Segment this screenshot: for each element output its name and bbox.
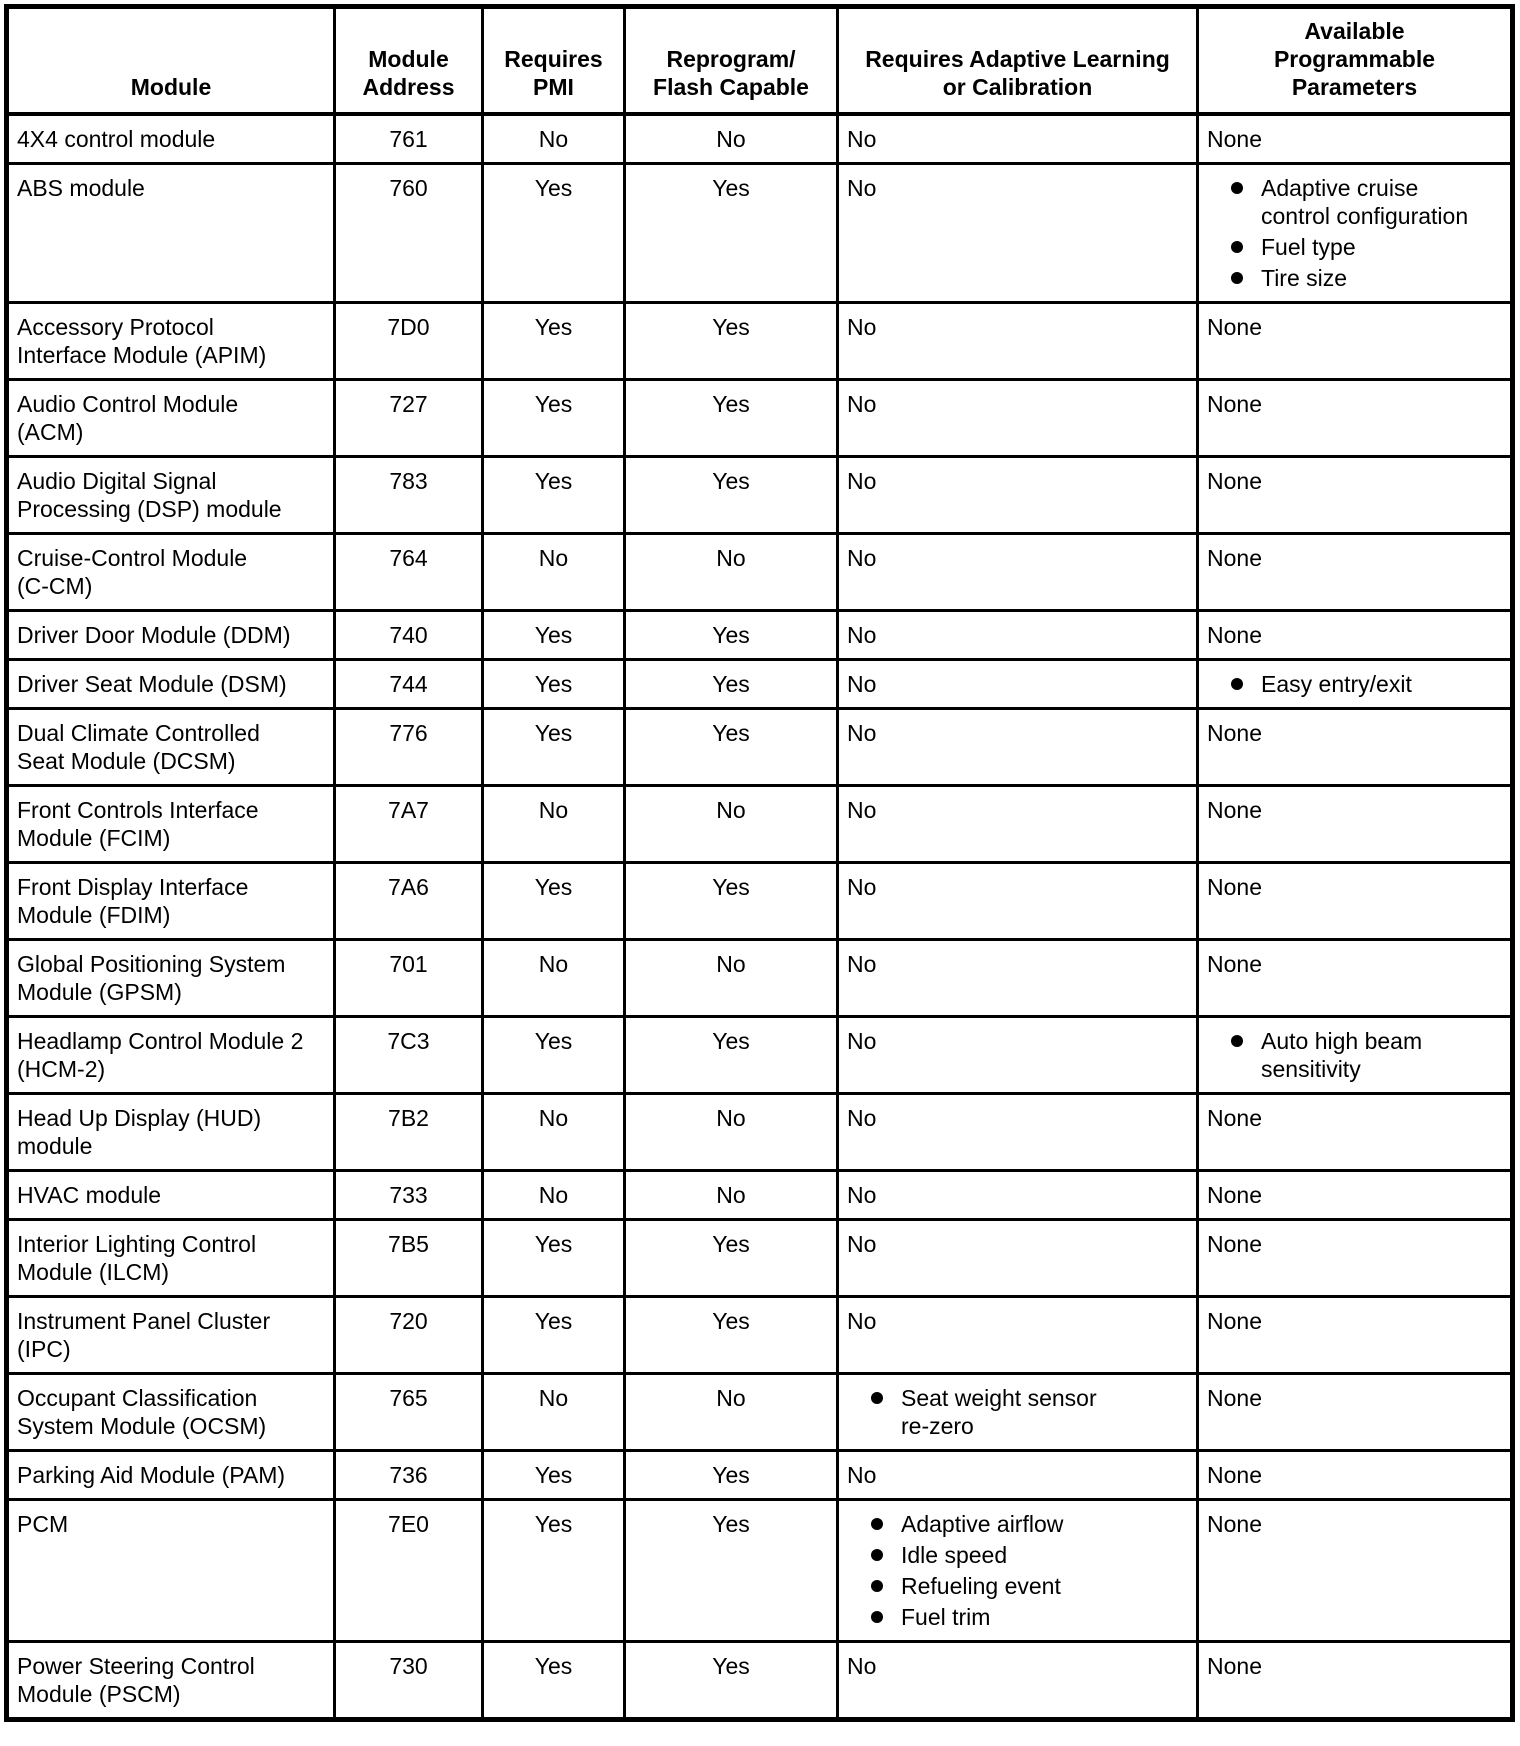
cell-requires-pmi: Yes bbox=[483, 611, 625, 660]
cell-requires-pmi: Yes bbox=[483, 1451, 625, 1500]
bullet-icon bbox=[871, 1580, 883, 1592]
cell-module bbox=[7, 114, 335, 164]
module-name-line: Driver Seat Module (DSM) bbox=[17, 671, 287, 697]
parameter-text: Easy entry/exit bbox=[1261, 671, 1412, 697]
cell-module bbox=[7, 786, 335, 863]
module-name-line: Cruise-Control Module bbox=[17, 545, 248, 571]
cell-parameters bbox=[1198, 164, 1513, 303]
cell-module-address: 7A6 bbox=[335, 863, 483, 940]
table-row bbox=[7, 1094, 1513, 1171]
cell-module bbox=[7, 1374, 335, 1451]
header-line: Module bbox=[130, 74, 212, 100]
header-line: Programmable bbox=[1273, 46, 1436, 72]
cell-reprogram-flash: Yes bbox=[625, 164, 838, 303]
cell-parameters: None bbox=[1198, 709, 1513, 786]
parameter-item bbox=[1207, 174, 1502, 230]
table-row bbox=[7, 786, 1513, 863]
cell-adaptive-learning: No bbox=[838, 1642, 1198, 1720]
module-name-line: Global Positioning System bbox=[17, 951, 286, 977]
cell-adaptive-learning: No bbox=[838, 457, 1198, 534]
cell-reprogram-flash: No bbox=[625, 114, 838, 164]
table-row bbox=[7, 660, 1513, 709]
cell-module-address: 720 bbox=[335, 1297, 483, 1374]
cell-module-address: 727 bbox=[335, 380, 483, 457]
adaptive-learning-item bbox=[847, 1572, 1188, 1600]
cell-parameters: None bbox=[1198, 380, 1513, 457]
cell-parameters: None bbox=[1198, 457, 1513, 534]
cell-module bbox=[7, 164, 335, 303]
header-line: Module bbox=[368, 46, 449, 72]
module-name-line: Front Display Interface bbox=[17, 874, 249, 900]
cell-reprogram-flash: No bbox=[625, 940, 838, 1017]
cell-parameters: None bbox=[1198, 1451, 1513, 1500]
cell-module-address: 744 bbox=[335, 660, 483, 709]
adaptive-learning-text: Seat weight sensor re-zero bbox=[901, 1385, 1097, 1439]
table-row bbox=[7, 1297, 1513, 1374]
module-name-line: Module (ILCM) bbox=[17, 1259, 170, 1285]
cell-requires-pmi: No bbox=[483, 1171, 625, 1220]
cell-module bbox=[7, 1500, 335, 1642]
cell-adaptive-learning: No bbox=[838, 940, 1198, 1017]
parameter-item bbox=[1207, 1027, 1502, 1083]
cell-parameters: None bbox=[1198, 1094, 1513, 1171]
cell-parameters: None bbox=[1198, 1642, 1513, 1720]
table-row bbox=[7, 534, 1513, 611]
module-name-line: Head Up Display (HUD) bbox=[17, 1105, 262, 1131]
cell-module bbox=[7, 1451, 335, 1500]
cell-module bbox=[7, 303, 335, 380]
cell-module-address: 776 bbox=[335, 709, 483, 786]
table-row bbox=[7, 1220, 1513, 1297]
header-line: Requires Adaptive Learning bbox=[865, 46, 1170, 72]
header-line: Parameters bbox=[1291, 74, 1418, 100]
cell-module bbox=[7, 1094, 335, 1171]
col-header-module bbox=[7, 7, 335, 115]
module-name-line: PCM bbox=[17, 1511, 69, 1537]
cell-adaptive-learning: No bbox=[838, 534, 1198, 611]
adaptive-learning-list bbox=[847, 1510, 1188, 1631]
adaptive-learning-item bbox=[847, 1603, 1188, 1631]
cell-requires-pmi: Yes bbox=[483, 1500, 625, 1642]
cell-reprogram-flash: Yes bbox=[625, 1451, 838, 1500]
parameter-text: Tire size bbox=[1261, 265, 1348, 291]
parameter-item bbox=[1207, 233, 1502, 261]
cell-adaptive-learning: No bbox=[838, 1297, 1198, 1374]
cell-parameters: None bbox=[1198, 863, 1513, 940]
cell-parameters: None bbox=[1198, 1374, 1513, 1451]
table-row bbox=[7, 1500, 1513, 1642]
parameter-text: Adaptive cruise control configuration bbox=[1261, 175, 1469, 229]
table-row bbox=[7, 1171, 1513, 1220]
cell-adaptive-learning: No bbox=[838, 1220, 1198, 1297]
cell-parameters: None bbox=[1198, 114, 1513, 164]
table-row bbox=[7, 114, 1513, 164]
module-name-line: Seat Module (DCSM) bbox=[17, 748, 236, 774]
module-name-line: (C-CM) bbox=[17, 573, 93, 599]
module-name-line: Accessory Protocol bbox=[17, 314, 214, 340]
module-name-line: Occupant Classification bbox=[17, 1385, 258, 1411]
adaptive-learning-text: Adaptive airflow bbox=[901, 1511, 1064, 1537]
header-row bbox=[7, 7, 1513, 115]
cell-module bbox=[7, 660, 335, 709]
cell-module-address: 783 bbox=[335, 457, 483, 534]
cell-module bbox=[7, 1642, 335, 1720]
cell-reprogram-flash: Yes bbox=[625, 457, 838, 534]
table-row bbox=[7, 303, 1513, 380]
cell-parameters: None bbox=[1198, 303, 1513, 380]
cell-module bbox=[7, 611, 335, 660]
cell-adaptive-learning: No bbox=[838, 611, 1198, 660]
cell-module-address: 733 bbox=[335, 1171, 483, 1220]
cell-adaptive-learning: No bbox=[838, 1171, 1198, 1220]
cell-parameters: None bbox=[1198, 940, 1513, 1017]
cell-parameters: None bbox=[1198, 534, 1513, 611]
bullet-icon bbox=[871, 1549, 883, 1561]
cell-adaptive-learning: No bbox=[838, 380, 1198, 457]
cell-reprogram-flash: Yes bbox=[625, 380, 838, 457]
cell-module-address: 740 bbox=[335, 611, 483, 660]
header-line: Reprogram/ bbox=[666, 46, 796, 72]
parameter-text: Auto high beam sensitivity bbox=[1261, 1028, 1423, 1082]
parameter-list bbox=[1207, 1027, 1502, 1083]
header-line: Requires bbox=[504, 46, 603, 72]
table-row bbox=[7, 164, 1513, 303]
cell-requires-pmi: No bbox=[483, 1094, 625, 1171]
cell-requires-pmi: Yes bbox=[483, 709, 625, 786]
cell-parameters: None bbox=[1198, 1171, 1513, 1220]
cell-module-address: 701 bbox=[335, 940, 483, 1017]
module-name-line: (IPC) bbox=[17, 1336, 71, 1362]
cell-parameters: None bbox=[1198, 1500, 1513, 1642]
table-row bbox=[7, 611, 1513, 660]
cell-module-address: 7A7 bbox=[335, 786, 483, 863]
bullet-icon bbox=[1231, 272, 1243, 284]
module-name-line: Module (GPSM) bbox=[17, 979, 182, 1005]
bullet-icon bbox=[871, 1518, 883, 1530]
adaptive-learning-text: Idle speed bbox=[901, 1542, 1008, 1568]
cell-adaptive-learning: No bbox=[838, 1094, 1198, 1171]
cell-module-address: 736 bbox=[335, 1451, 483, 1500]
cell-module bbox=[7, 709, 335, 786]
cell-adaptive-learning: No bbox=[838, 1451, 1198, 1500]
module-name-line: Audio Control Module bbox=[17, 391, 239, 417]
cell-module bbox=[7, 1017, 335, 1094]
table-row bbox=[7, 940, 1513, 1017]
cell-reprogram-flash: No bbox=[625, 534, 838, 611]
cell-adaptive-learning: No bbox=[838, 164, 1198, 303]
table-row bbox=[7, 863, 1513, 940]
cell-adaptive-learning bbox=[838, 1374, 1198, 1451]
cell-requires-pmi: Yes bbox=[483, 380, 625, 457]
module-name-line: (ACM) bbox=[17, 419, 84, 445]
cell-requires-pmi: No bbox=[483, 786, 625, 863]
cell-requires-pmi: No bbox=[483, 1374, 625, 1451]
parameter-list bbox=[1207, 670, 1502, 698]
module-name-line: Driver Door Module (DDM) bbox=[17, 622, 291, 648]
module-name-line: Instrument Panel Cluster bbox=[17, 1308, 271, 1334]
table-row bbox=[7, 1374, 1513, 1451]
cell-parameters: None bbox=[1198, 611, 1513, 660]
header-line: Address bbox=[362, 74, 455, 100]
module-name-line: Parking Aid Module (PAM) bbox=[17, 1462, 286, 1488]
adaptive-learning-list bbox=[847, 1384, 1188, 1440]
module-name-line: Module (FDIM) bbox=[17, 902, 171, 928]
module-name-line: Interface Module (APIM) bbox=[17, 342, 267, 368]
table-row bbox=[7, 1451, 1513, 1500]
cell-reprogram-flash: No bbox=[625, 1374, 838, 1451]
cell-adaptive-learning: No bbox=[838, 709, 1198, 786]
cell-requires-pmi: Yes bbox=[483, 1220, 625, 1297]
module-name-line: System Module (OCSM) bbox=[17, 1413, 267, 1439]
cell-module-address: 7D0 bbox=[335, 303, 483, 380]
cell-adaptive-learning: No bbox=[838, 660, 1198, 709]
table-row bbox=[7, 457, 1513, 534]
cell-reprogram-flash: Yes bbox=[625, 709, 838, 786]
module-name-line: Processing (DSP) module bbox=[17, 496, 282, 522]
cell-module bbox=[7, 1171, 335, 1220]
cell-adaptive-learning: No bbox=[838, 786, 1198, 863]
parameter-list bbox=[1207, 174, 1502, 292]
cell-requires-pmi: Yes bbox=[483, 1297, 625, 1374]
cell-reprogram-flash: Yes bbox=[625, 660, 838, 709]
cell-reprogram-flash: Yes bbox=[625, 1297, 838, 1374]
col-header-reprogram-flash bbox=[625, 7, 838, 115]
module-name-line: Power Steering Control bbox=[17, 1653, 255, 1679]
cell-reprogram-flash: No bbox=[625, 1094, 838, 1171]
cell-reprogram-flash: Yes bbox=[625, 611, 838, 660]
cell-parameters: None bbox=[1198, 1297, 1513, 1374]
adaptive-learning-item bbox=[847, 1541, 1188, 1569]
adaptive-learning-text: Fuel trim bbox=[901, 1604, 991, 1630]
cell-module bbox=[7, 380, 335, 457]
cell-module-address: 765 bbox=[335, 1374, 483, 1451]
col-header-programmable-parameters bbox=[1198, 7, 1513, 115]
module-programming-table bbox=[4, 4, 1515, 1722]
adaptive-learning-item bbox=[847, 1510, 1188, 1538]
cell-adaptive-learning: No bbox=[838, 1017, 1198, 1094]
header-line: or Calibration bbox=[942, 74, 1093, 100]
bullet-icon bbox=[871, 1392, 883, 1404]
cell-reprogram-flash: Yes bbox=[625, 303, 838, 380]
cell-requires-pmi: No bbox=[483, 114, 625, 164]
table-row bbox=[7, 380, 1513, 457]
cell-parameters bbox=[1198, 1017, 1513, 1094]
cell-reprogram-flash: Yes bbox=[625, 863, 838, 940]
cell-module bbox=[7, 1297, 335, 1374]
table-header bbox=[7, 7, 1513, 115]
cell-parameters: None bbox=[1198, 786, 1513, 863]
table-body bbox=[7, 114, 1513, 1720]
bullet-icon bbox=[1231, 241, 1243, 253]
cell-reprogram-flash: Yes bbox=[625, 1017, 838, 1094]
cell-module-address: 7B5 bbox=[335, 1220, 483, 1297]
col-header-module-address bbox=[335, 7, 483, 115]
cell-reprogram-flash: No bbox=[625, 786, 838, 863]
bullet-icon bbox=[871, 1611, 883, 1623]
cell-parameters bbox=[1198, 660, 1513, 709]
cell-requires-pmi: Yes bbox=[483, 164, 625, 303]
cell-requires-pmi: Yes bbox=[483, 1642, 625, 1720]
header-line: Flash Capable bbox=[653, 74, 809, 100]
module-name-line: HVAC module bbox=[17, 1182, 162, 1208]
cell-module-address: 730 bbox=[335, 1642, 483, 1720]
bullet-icon bbox=[1231, 678, 1243, 690]
module-name-line: (HCM-2) bbox=[17, 1056, 106, 1082]
module-name-line: Module (FCIM) bbox=[17, 825, 171, 851]
cell-requires-pmi: No bbox=[483, 940, 625, 1017]
module-name-line: Front Controls Interface bbox=[17, 797, 259, 823]
module-name-line: Audio Digital Signal bbox=[17, 468, 217, 494]
cell-adaptive-learning bbox=[838, 1500, 1198, 1642]
table-row bbox=[7, 1017, 1513, 1094]
cell-module-address: 7C3 bbox=[335, 1017, 483, 1094]
header-line: Available bbox=[1304, 18, 1405, 44]
parameter-text: Fuel type bbox=[1261, 234, 1356, 260]
module-name-line: Interior Lighting Control bbox=[17, 1231, 257, 1257]
table-row bbox=[7, 1642, 1513, 1720]
cell-adaptive-learning: No bbox=[838, 114, 1198, 164]
bullet-icon bbox=[1231, 1035, 1243, 1047]
cell-requires-pmi: Yes bbox=[483, 1017, 625, 1094]
adaptive-learning-text: Refueling event bbox=[901, 1573, 1061, 1599]
cell-module-address: 764 bbox=[335, 534, 483, 611]
cell-module bbox=[7, 940, 335, 1017]
module-name-line: Headlamp Control Module 2 bbox=[17, 1028, 304, 1054]
cell-parameters: None bbox=[1198, 1220, 1513, 1297]
cell-module-address: 760 bbox=[335, 164, 483, 303]
cell-adaptive-learning: No bbox=[838, 303, 1198, 380]
cell-adaptive-learning: No bbox=[838, 863, 1198, 940]
cell-module-address: 7B2 bbox=[335, 1094, 483, 1171]
module-name-line: module bbox=[17, 1133, 93, 1159]
cell-requires-pmi: No bbox=[483, 534, 625, 611]
module-name-line: 4X4 control module bbox=[17, 126, 216, 152]
cell-reprogram-flash: Yes bbox=[625, 1500, 838, 1642]
cell-reprogram-flash: No bbox=[625, 1171, 838, 1220]
cell-module-address: 7E0 bbox=[335, 1500, 483, 1642]
col-header-adaptive-learning bbox=[838, 7, 1198, 115]
col-header-requires-pmi bbox=[483, 7, 625, 115]
cell-requires-pmi: Yes bbox=[483, 303, 625, 380]
cell-requires-pmi: Yes bbox=[483, 457, 625, 534]
adaptive-learning-item bbox=[847, 1384, 1188, 1440]
cell-requires-pmi: Yes bbox=[483, 863, 625, 940]
module-name-line: Module (PSCM) bbox=[17, 1681, 181, 1707]
cell-module-address: 761 bbox=[335, 114, 483, 164]
cell-reprogram-flash: Yes bbox=[625, 1642, 838, 1720]
module-name-line: ABS module bbox=[17, 175, 145, 201]
cell-reprogram-flash: Yes bbox=[625, 1220, 838, 1297]
cell-module bbox=[7, 1220, 335, 1297]
cell-requires-pmi: Yes bbox=[483, 660, 625, 709]
bullet-icon bbox=[1231, 182, 1243, 194]
module-name-line: Dual Climate Controlled bbox=[17, 720, 260, 746]
parameter-item bbox=[1207, 670, 1502, 698]
header-line: PMI bbox=[533, 74, 574, 100]
cell-module bbox=[7, 534, 335, 611]
parameter-item bbox=[1207, 264, 1502, 292]
cell-module bbox=[7, 863, 335, 940]
cell-module bbox=[7, 457, 335, 534]
table-row bbox=[7, 709, 1513, 786]
